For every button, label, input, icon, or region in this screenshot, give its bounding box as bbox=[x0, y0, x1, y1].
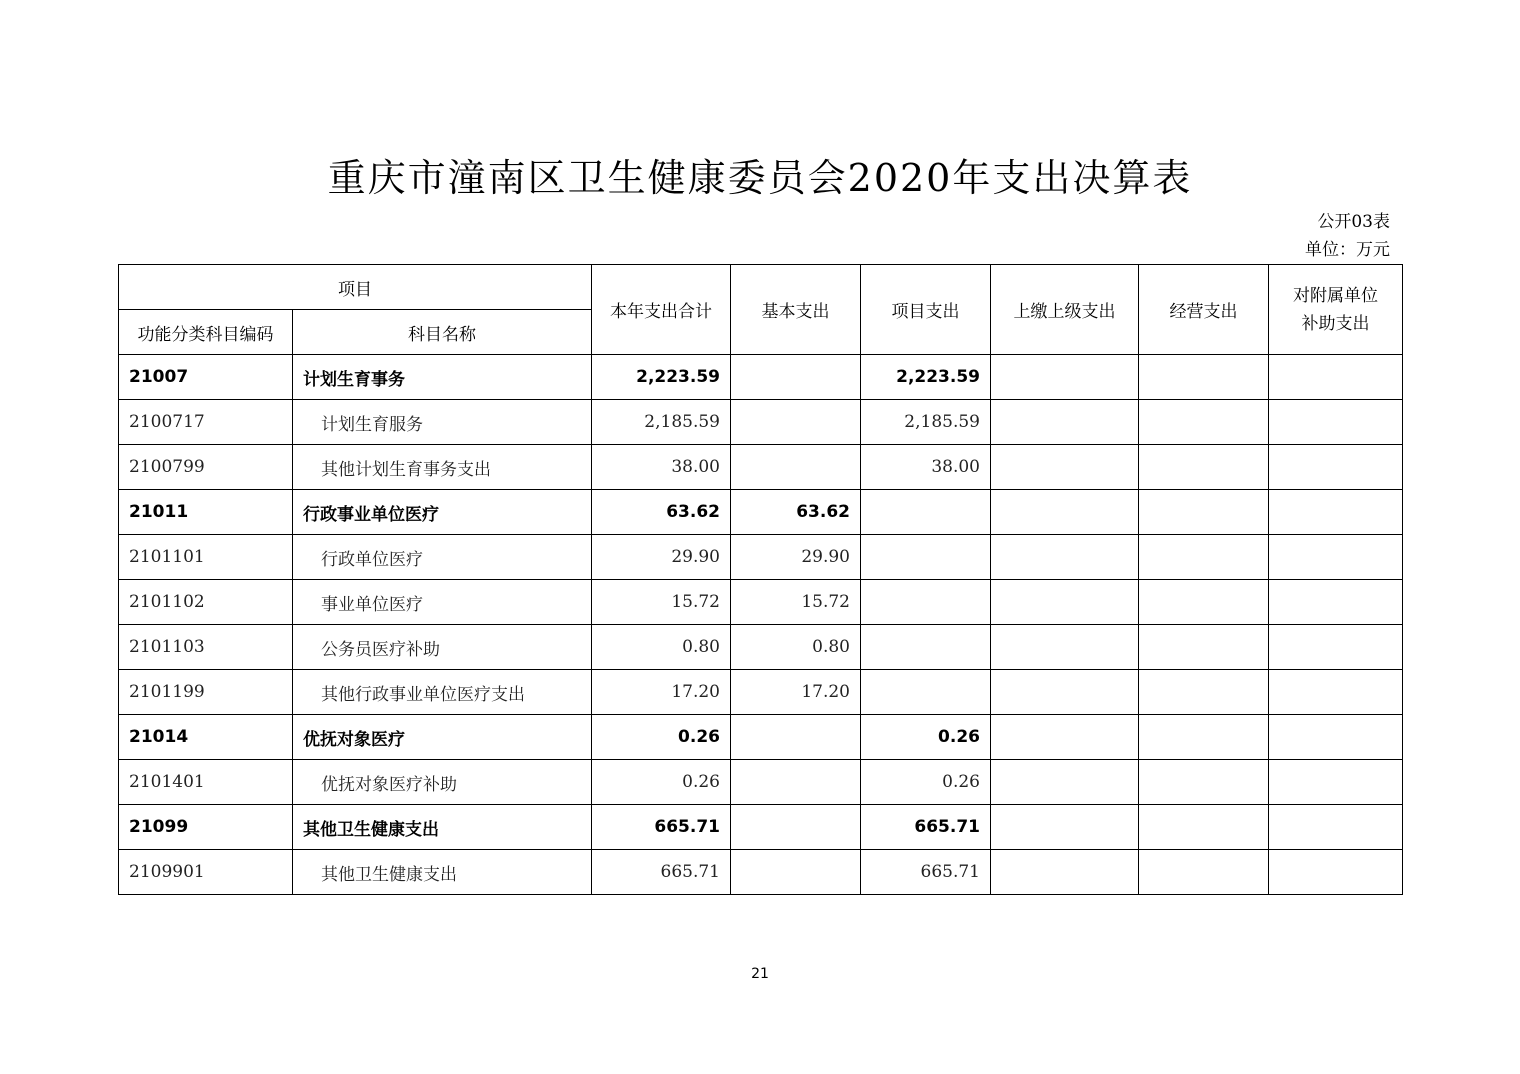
cell-name: 计划生育服务 bbox=[293, 400, 592, 445]
cell-code: 2109901 bbox=[119, 850, 293, 895]
table-row bbox=[119, 445, 1403, 490]
cell-subsidy bbox=[1269, 490, 1403, 535]
cell-subsidy bbox=[1269, 535, 1403, 580]
cell-total: 63.62 bbox=[592, 490, 731, 535]
cell-business bbox=[1139, 805, 1269, 850]
cell-subsidy bbox=[1269, 355, 1403, 400]
cell-subsidy bbox=[1269, 760, 1403, 805]
cell-basic bbox=[731, 850, 861, 895]
table-row bbox=[119, 580, 1403, 625]
cell-basic: 15.72 bbox=[731, 580, 861, 625]
cell-business bbox=[1139, 445, 1269, 490]
header-code: 功能分类科目编码 bbox=[119, 310, 293, 355]
cell-project: 0.26 bbox=[861, 760, 991, 805]
cell-code: 2101199 bbox=[119, 670, 293, 715]
document-title: 重庆市潼南区卫生健康委员会2020年支出决算表 bbox=[327, 156, 1193, 200]
cell-total: 0.26 bbox=[592, 715, 731, 760]
cell-code: 21014 bbox=[119, 715, 293, 760]
cell-project bbox=[861, 625, 991, 670]
cell-total: 2,185.59 bbox=[592, 400, 731, 445]
cell-business bbox=[1139, 760, 1269, 805]
table-number: 公开03表 bbox=[1317, 212, 1390, 232]
cell-project bbox=[861, 535, 991, 580]
cell-code: 2101103 bbox=[119, 625, 293, 670]
table-row bbox=[119, 760, 1403, 805]
cell-subsidy bbox=[1269, 580, 1403, 625]
header-project: 项目支出 bbox=[861, 265, 991, 355]
cell-total: 38.00 bbox=[592, 445, 731, 490]
cell-code: 2101102 bbox=[119, 580, 293, 625]
cell-project: 665.71 bbox=[861, 805, 991, 850]
cell-total: 29.90 bbox=[592, 535, 731, 580]
cell-total: 17.20 bbox=[592, 670, 731, 715]
cell-upper bbox=[991, 805, 1139, 850]
cell-name: 计划生育事务 bbox=[293, 355, 592, 400]
cell-basic bbox=[731, 760, 861, 805]
cell-basic bbox=[731, 445, 861, 490]
cell-total: 0.26 bbox=[592, 760, 731, 805]
cell-business bbox=[1139, 670, 1269, 715]
cell-business bbox=[1139, 355, 1269, 400]
cell-name: 其他行政事业单位医疗支出 bbox=[293, 670, 592, 715]
cell-name: 公务员医疗补助 bbox=[293, 625, 592, 670]
cell-upper bbox=[991, 670, 1139, 715]
cell-upper bbox=[991, 355, 1139, 400]
cell-subsidy bbox=[1269, 805, 1403, 850]
cell-code: 2101101 bbox=[119, 535, 293, 580]
cell-basic: 17.20 bbox=[731, 670, 861, 715]
cell-business bbox=[1139, 850, 1269, 895]
cell-business bbox=[1139, 625, 1269, 670]
table-row bbox=[119, 625, 1403, 670]
cell-project: 0.26 bbox=[861, 715, 991, 760]
cell-subsidy bbox=[1269, 445, 1403, 490]
cell-name: 其他卫生健康支出 bbox=[293, 850, 592, 895]
table-row bbox=[119, 400, 1403, 445]
cell-name: 其他计划生育事务支出 bbox=[293, 445, 592, 490]
cell-business bbox=[1139, 490, 1269, 535]
table-row bbox=[119, 535, 1403, 580]
cell-subsidy bbox=[1269, 625, 1403, 670]
cell-upper bbox=[991, 625, 1139, 670]
cell-upper bbox=[991, 400, 1139, 445]
table-row bbox=[119, 490, 1403, 535]
cell-code: 21011 bbox=[119, 490, 293, 535]
unit-label: 单位：万元 bbox=[1305, 240, 1390, 260]
cell-project: 2,223.59 bbox=[861, 355, 991, 400]
cell-project: 2,185.59 bbox=[861, 400, 991, 445]
cell-business bbox=[1139, 715, 1269, 760]
cell-upper bbox=[991, 715, 1139, 760]
table-row bbox=[119, 355, 1403, 400]
cell-total: 2,223.59 bbox=[592, 355, 731, 400]
header-subsidy-line2: 补助支出 bbox=[1301, 313, 1370, 334]
cell-basic bbox=[731, 715, 861, 760]
cell-total: 0.80 bbox=[592, 625, 731, 670]
table-row bbox=[119, 715, 1403, 760]
cell-name: 事业单位医疗 bbox=[293, 580, 592, 625]
cell-upper bbox=[991, 445, 1139, 490]
cell-upper bbox=[991, 760, 1139, 805]
cell-subsidy bbox=[1269, 715, 1403, 760]
cell-basic: 29.90 bbox=[731, 535, 861, 580]
cell-upper bbox=[991, 490, 1139, 535]
cell-project bbox=[861, 490, 991, 535]
cell-subsidy bbox=[1269, 400, 1403, 445]
cell-project bbox=[861, 580, 991, 625]
cell-name: 其他卫生健康支出 bbox=[293, 805, 592, 850]
cell-basic bbox=[731, 805, 861, 850]
cell-project bbox=[861, 670, 991, 715]
header-business: 经营支出 bbox=[1139, 265, 1269, 355]
cell-business bbox=[1139, 580, 1269, 625]
table-row bbox=[119, 805, 1403, 850]
cell-upper bbox=[991, 580, 1139, 625]
cell-business bbox=[1139, 400, 1269, 445]
table-row bbox=[119, 850, 1403, 895]
header-subsidy bbox=[1269, 265, 1403, 355]
page-number: 21 bbox=[751, 966, 769, 982]
cell-basic bbox=[731, 400, 861, 445]
cell-code: 2101401 bbox=[119, 760, 293, 805]
cell-upper bbox=[991, 535, 1139, 580]
cell-basic bbox=[731, 355, 861, 400]
cell-subsidy bbox=[1269, 850, 1403, 895]
cell-basic: 0.80 bbox=[731, 625, 861, 670]
table-row bbox=[119, 670, 1403, 715]
cell-project: 38.00 bbox=[861, 445, 991, 490]
cell-code: 2100799 bbox=[119, 445, 293, 490]
expenditure-table bbox=[118, 264, 1403, 895]
cell-code: 21007 bbox=[119, 355, 293, 400]
cell-code: 21099 bbox=[119, 805, 293, 850]
header-name: 科目名称 bbox=[293, 310, 592, 355]
header-basic: 基本支出 bbox=[731, 265, 861, 355]
cell-name: 行政单位医疗 bbox=[293, 535, 592, 580]
header-upper: 上缴上级支出 bbox=[991, 265, 1139, 355]
cell-name: 优抚对象医疗补助 bbox=[293, 760, 592, 805]
cell-total: 665.71 bbox=[592, 850, 731, 895]
header-subsidy-line1: 对附属单位 bbox=[1293, 285, 1378, 306]
cell-code: 2100717 bbox=[119, 400, 293, 445]
cell-upper bbox=[991, 850, 1139, 895]
header-total: 本年支出合计 bbox=[592, 265, 731, 355]
header-project-group: 项目 bbox=[119, 265, 592, 310]
cell-basic: 63.62 bbox=[731, 490, 861, 535]
cell-name: 行政事业单位医疗 bbox=[293, 490, 592, 535]
cell-business bbox=[1139, 535, 1269, 580]
cell-total: 665.71 bbox=[592, 805, 731, 850]
cell-name: 优抚对象医疗 bbox=[293, 715, 592, 760]
cell-project: 665.71 bbox=[861, 850, 991, 895]
cell-subsidy bbox=[1269, 670, 1403, 715]
cell-total: 15.72 bbox=[592, 580, 731, 625]
